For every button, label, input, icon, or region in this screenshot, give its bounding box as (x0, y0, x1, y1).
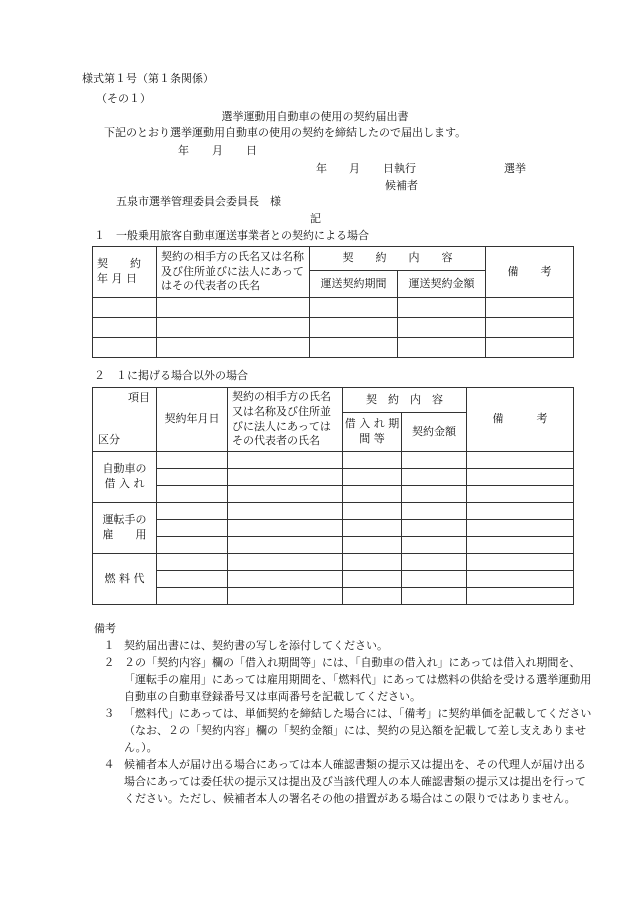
col-contract-details-label: 契 約 内 容 (342, 251, 453, 265)
col-transport-period (310, 271, 398, 298)
note-text: 候補者本人が届け出る場合にあっては本人確認書類の提示又は提出を、その代理人が届け出る場合にあっては委任状の提示又は提出及び当該代理人の本人確認書類の提示又は提出を行ってください。ただし、候補者本人の署名その他の措置がある場合はこの限りではありません。 (124, 758, 586, 805)
intro-text: 下記のとおり選挙運動用自動車の使用の契約を締結したので届出します。 (104, 126, 467, 139)
col-contract-date-label: 契約年月日 (164, 412, 220, 426)
entry-cell[interactable] (467, 520, 574, 537)
table-row (93, 520, 574, 537)
col-contract-amount (402, 413, 467, 452)
entry-cell[interactable] (402, 537, 467, 554)
row-label-driver-hire (93, 503, 157, 554)
corner-item-label: 項目 (128, 391, 150, 404)
col-remarks (486, 247, 574, 298)
table-row (93, 469, 574, 486)
table-row (93, 503, 574, 520)
entry-cell[interactable] (398, 338, 486, 358)
row-label-line: 借 入 れ (104, 477, 145, 490)
section1-table (92, 246, 574, 358)
entry-cell[interactable] (157, 318, 310, 338)
entry-cell[interactable] (157, 338, 310, 358)
notes-heading: 備考 (94, 622, 116, 635)
entry-cell[interactable] (402, 588, 467, 605)
table-row (93, 338, 574, 358)
section1-heading: １ 一般乗用旅客自動車運送事業者との契約による場合 (94, 229, 369, 242)
entry-cell[interactable] (228, 588, 343, 605)
entry-cell[interactable] (157, 520, 228, 537)
election-day-label: 日執行 (383, 162, 416, 175)
entry-cell[interactable] (343, 554, 402, 571)
entry-cell[interactable] (467, 554, 574, 571)
section2-table (92, 387, 574, 605)
form-part: （その１） (96, 92, 151, 105)
corner-category-label: 区分 (98, 433, 120, 447)
row-label-line: 雇 用 (102, 528, 147, 541)
col-party-label: 契約の相手方の氏名又は名称及び住所並びに法人にあってはその代表者の氏名 (232, 389, 331, 448)
entry-cell[interactable] (93, 318, 157, 338)
entry-cell[interactable] (310, 318, 398, 338)
corner-header (93, 388, 157, 452)
col-party-label: 契約の相手方の氏名又は名称及び住所並びに法人にあってはその代表者の氏名 (161, 249, 304, 293)
entry-cell[interactable] (93, 338, 157, 358)
row-label-car-rental (93, 452, 157, 503)
entry-cell[interactable] (343, 469, 402, 486)
table-row (93, 298, 574, 318)
date-month-label: 月 (212, 144, 223, 157)
row-label-line: 自動車の (102, 462, 147, 476)
entry-cell[interactable] (157, 588, 228, 605)
note-text: 契約届出書には、契約書の写しを添付してください。 (124, 639, 388, 652)
entry-cell[interactable] (157, 537, 228, 554)
col-contract-date (93, 247, 157, 298)
row-label-line: 燃 料 代 (104, 571, 145, 585)
ki-mark: 記 (310, 212, 321, 225)
entry-cell[interactable] (398, 298, 486, 318)
table-row (93, 554, 574, 571)
election-label: 選挙 (504, 162, 526, 175)
col-party (228, 388, 343, 452)
entry-cell[interactable] (228, 537, 343, 554)
col-contract-details (310, 247, 486, 271)
entry-cell[interactable] (467, 486, 574, 503)
col-transport-amount (398, 271, 486, 298)
entry-cell[interactable] (157, 298, 310, 318)
col-borrow-period (343, 413, 402, 452)
entry-cell[interactable] (228, 469, 343, 486)
entry-cell[interactable] (310, 298, 398, 318)
entry-cell[interactable] (93, 298, 157, 318)
col-remarks (467, 388, 574, 452)
entry-cell[interactable] (228, 520, 343, 537)
form-number: 様式第１号（第１条関係） (82, 72, 214, 85)
note-item (94, 637, 594, 654)
col-contract-date (157, 388, 228, 452)
note-number: １ (103, 639, 115, 652)
entry-cell[interactable] (402, 571, 467, 588)
entry-cell[interactable] (228, 486, 343, 503)
entry-cell[interactable] (467, 537, 574, 554)
entry-cell[interactable] (402, 452, 467, 469)
entry-cell[interactable] (486, 318, 574, 338)
entry-cell[interactable] (343, 537, 402, 554)
col-contract-date-bottom: 年 月 日 (97, 272, 137, 285)
note-item (94, 756, 594, 807)
entry-cell[interactable] (467, 571, 574, 588)
entry-cell[interactable] (343, 571, 402, 588)
election-year-label: 年 (316, 162, 327, 175)
note-item (94, 654, 594, 705)
table-row (93, 452, 574, 469)
entry-cell[interactable] (467, 469, 574, 486)
entry-cell[interactable] (310, 338, 398, 358)
entry-cell[interactable] (343, 503, 402, 520)
entry-cell[interactable] (467, 503, 574, 520)
col-remarks-label: 備 考 (507, 264, 552, 278)
col-remarks-label: 備 考 (492, 412, 548, 426)
section2-heading: ２ １に掲げる場合以外の場合 (94, 369, 248, 382)
col-transport-amount-label: 運送契約金額 (408, 276, 475, 290)
table-row (93, 318, 574, 338)
entry-cell[interactable] (402, 486, 467, 503)
col-contract-amount-label: 契約金額 (412, 424, 456, 438)
col-contract-details (343, 388, 467, 413)
candidate-label: 候補者 (385, 179, 418, 192)
entry-cell[interactable] (157, 571, 228, 588)
entry-cell[interactable] (467, 588, 574, 605)
entry-cell[interactable] (157, 469, 228, 486)
entry-cell[interactable] (402, 503, 467, 520)
notes-section (94, 620, 594, 807)
col-contract-date-top: 契 約 (97, 257, 141, 271)
addressee: 五泉市選挙管理委員会委員長 様 (116, 195, 281, 208)
date-year-label: 年 (178, 144, 189, 157)
note-text: 「燃料代」にあっては、単価契約を締結した場合には、「備考」に契約単価を記載してください（なお、２の「契約内容」欄の「契約金額」には、契約の見込額を記載して差し支えありません。）。 (124, 707, 592, 754)
note-text: ２の「契約内容」欄の「借入れ期間等」には、「自動車の借入れ」にあっては借入れ期間を、「運転手の雇用」にあっては雇用期間を、「燃料代」にあっては燃料の供給を受ける選挙運動用自動車の自動車登録番号又は車両番号を記載してください。 (124, 656, 592, 703)
election-month-label: 月 (349, 162, 360, 175)
table-row (93, 537, 574, 554)
entry-cell[interactable] (157, 503, 228, 520)
table-row (93, 486, 574, 503)
col-transport-period-label: 運送契約期間 (320, 276, 387, 290)
entry-cell[interactable] (486, 338, 574, 358)
entry-cell[interactable] (157, 486, 228, 503)
note-number: ４ (103, 758, 115, 771)
entry-cell[interactable] (343, 520, 402, 537)
entry-cell[interactable] (228, 503, 343, 520)
table-row (93, 588, 574, 605)
entry-cell[interactable] (228, 571, 343, 588)
entry-cell[interactable] (343, 452, 402, 469)
note-item (94, 705, 594, 756)
entry-cell[interactable] (402, 554, 467, 571)
col-borrow-period-label: 借 入 れ 期 間 等 (344, 417, 400, 445)
entry-cell[interactable] (343, 588, 402, 605)
note-number: ２ (103, 656, 115, 669)
entry-cell[interactable] (228, 452, 343, 469)
note-number: ３ (103, 707, 115, 720)
row-label-fuel (93, 554, 157, 605)
entry-cell[interactable] (228, 554, 343, 571)
date-day-label: 日 (246, 144, 257, 157)
entry-cell[interactable] (402, 520, 467, 537)
col-contract-details-label: 契 約 内 容 (366, 392, 443, 406)
table-row (93, 571, 574, 588)
entry-cell[interactable] (467, 452, 574, 469)
document-title: 選挙運動用自動車の使用の契約届出書 (221, 110, 409, 123)
col-party (157, 247, 310, 298)
entry-cell[interactable] (157, 554, 228, 571)
entry-cell[interactable] (343, 486, 402, 503)
row-label-line: 運転手の (102, 513, 147, 527)
entry-cell[interactable] (398, 318, 486, 338)
entry-cell[interactable] (157, 452, 228, 469)
entry-cell[interactable] (402, 469, 467, 486)
entry-cell[interactable] (486, 298, 574, 318)
